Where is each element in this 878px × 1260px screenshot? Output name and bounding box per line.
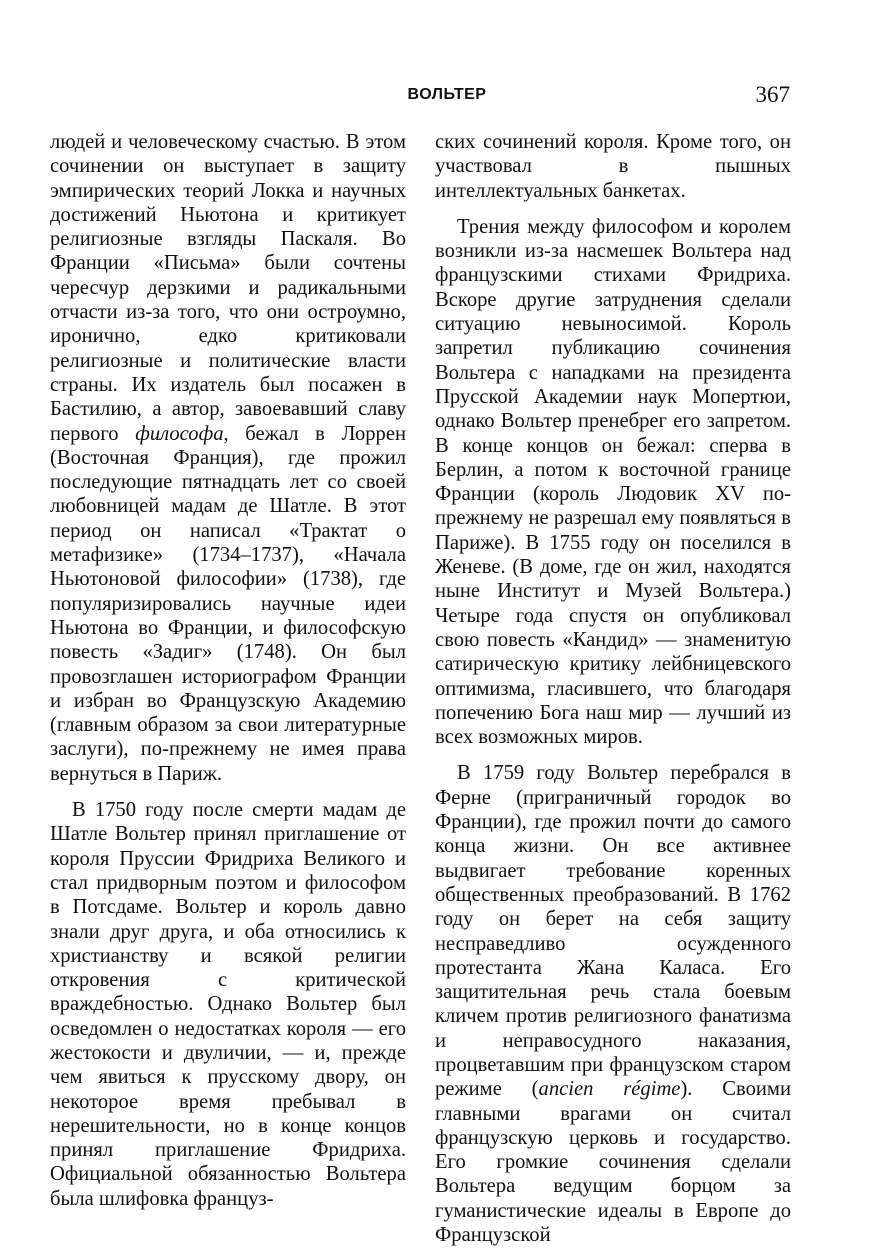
italic-term: философа [135,422,224,445]
paragraph [435,761,791,1247]
paragraph-text: людей и человеческому счастью. В этом сочинении он выступает в защиту эмпирических теорий Локка и научных достижений Ньютона и критикует религиозные взгляды Паскаля. Во Франции «Письма» были сочтены чересчур дерзкими и радикальными отчасти из-за того, что они остроумно, иронично, едко критиковали религиозные и политические власти страны. Их издатель был посажен в Бастилию, а автор, завоевавший славу первого [50,131,406,445]
paragraph-text: ских сочинений короля. Кроме того, он участвовал в пышных интеллектуальных банкетах. [435,131,791,202]
page-number: 367 [755,82,790,107]
paragraph-text: В 1759 году Вольтер перебрался в Ферне (приграничный городок во Франции), где прожил почти до самого конца жизни. Он все активнее выдвигает требование коренных общественных преобразований. В 1762 году он берет на себя защиту несправедливо осужденного протестанта Жана Каласа. Его защитительная речь стала боевым кличем против религиозного фанатизма и неправосудного наказания, процветавшим при французском старом режиме ( [435,762,791,1101]
paragraph [435,130,791,203]
paragraph-text: Трения между философом и королем возникли из-за насмешек Вольтера над французскими стихами Фридриха. Вскоре другие затруднения сделали ситуацию невыносимой. Король запретил публикацию сочинения Вольтера с нападками на президента Прусской Академии наук Мопертюи, однако Вольтер пренебрег его запретом. В конце концов он бежал: сперва в Берлин, а потом к восточной границе Франции (король Людовик XV по-прежнему не разрешал ему появляться в Париже). В 1755 году он поселился в Женеве. (В доме, где он жил, находятся ныне Институт и Музей Вольтера.) Четыре года спустя он опубликовал свою повесть «Кандид» — знаменитую сатирическую критику лейбницевского оптимизма, гласившего, что благодаря попечению Бога наш мир — лучший из всех возможных миров. [435,215,791,749]
paragraph-text: , бежал в Лоррен (Восточная Франция), где прожил последующие пятнадцать лет со своей любовницей мадам де Шатле. В этот период он написал «Трактат о метафизике» (1734–1737), «Начала Ньютоновой философии» (1738), где популяризировались научные идеи Ньютона во Франции, и философскую повесть «Задиг» (1748). Он был провозглашен историографом Франции и избран во Французскую Академию (главным образом за свои литературные заслуги), по-прежнему не имея права вернуться в Париж. [50,422,406,785]
running-title: ВОЛЬТЕР [407,86,487,103]
page-header [50,82,794,114]
left-column [50,130,406,1211]
right-column [435,130,791,1247]
paragraph [50,130,406,786]
paragraph-text: ). Своими главными врагами он считал французскую церковь и государство. Его громкие сочинения сделали Вольтера ведущим борцом за гуманистические идеалы в Европе до Французской [435,1078,791,1247]
italic-term: ancien régime [538,1078,681,1101]
paragraph-text: В 1750 году после смерти мадам де Шатле Вольтер принял приглашение от короля Пруссии Фридриха Великого и стал придворным поэтом и философом в Потсдаме. Вольтер и король давно знали друг друга, и оба относились к христианству и всякой религии откровения с критической враждебностью. Однако Вольтер был осведомлен о недостатках короля — его жестокости и двуличии, — и, прежде чем явиться к прусскому двору, он некоторое время пребывал в нерешительности, но в конце концов принял приглашение Фридриха. Официальной обязанностью Вольтера была шлифовка француз- [50,799,406,1210]
paragraph [435,215,791,750]
paragraph [50,798,406,1211]
